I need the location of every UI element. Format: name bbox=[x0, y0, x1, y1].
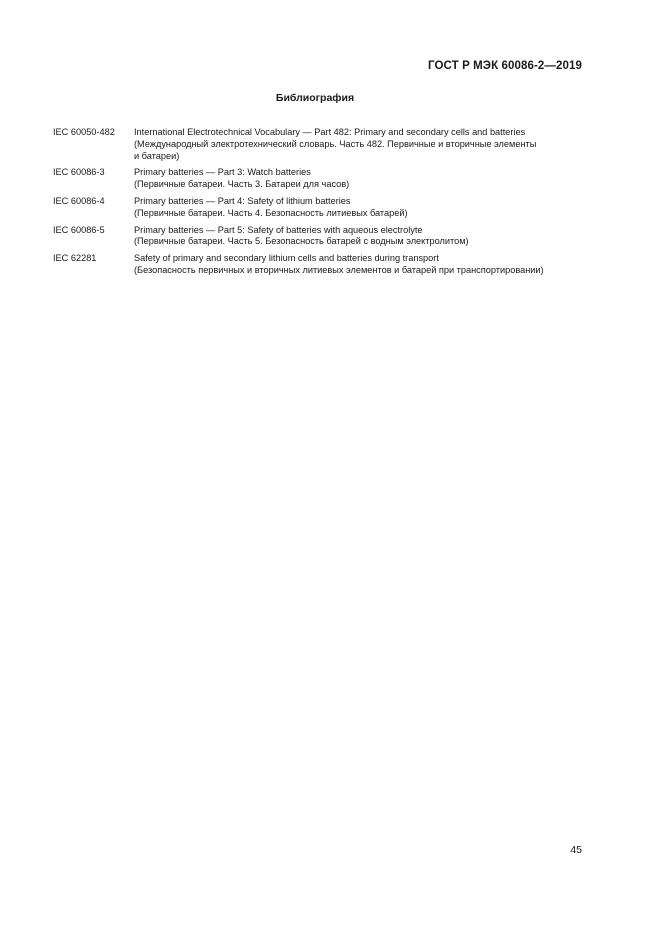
reference-title-ru: (Международный электротехнический словарь. Часть 482. Первичные и вторичные элементы bbox=[134, 138, 537, 149]
reference-code: IEC 62281 bbox=[53, 253, 97, 264]
reference-code: IEC 60050-482 bbox=[53, 127, 115, 137]
bibliography-entry bbox=[53, 167, 593, 191]
bibliography-entry bbox=[53, 127, 593, 162]
reference-title-en: Primary batteries — Part 5: Safety of batteries with aqueous electrolyte bbox=[134, 224, 423, 235]
reference-title-en: Primary batteries — Part 4: Safety of lithium batteries bbox=[134, 195, 351, 206]
bibliography-entry bbox=[53, 253, 593, 277]
page-number: 45 bbox=[570, 844, 582, 856]
document-standard-header: ГОСТ Р МЭК 60086-2—2019 bbox=[428, 60, 582, 72]
reference-code: IEC 60086-3 bbox=[53, 167, 105, 178]
reference-code: IEC 60086-5 bbox=[53, 224, 105, 235]
reference-title-ru: (Первичные батареи. Часть 5. Безопасность батарей с водным электролитом) bbox=[134, 236, 469, 247]
reference-text bbox=[134, 167, 593, 191]
reference-title-ru: (Первичные батареи. Часть 4. Безопасность литиевых батарей) bbox=[134, 207, 408, 218]
reference-title-ru-continued: и батареи) bbox=[134, 150, 180, 161]
reference-text bbox=[134, 196, 593, 220]
reference-title-ru: (Безопасность первичных и вторичных литиевых элементов и батарей при транспортировании) bbox=[134, 264, 544, 275]
reference-title-en: Safety of primary and secondary lithium cells and batteries during transport bbox=[134, 253, 439, 264]
reference-text bbox=[134, 127, 593, 162]
reference-text bbox=[134, 253, 593, 277]
bibliography-title: Библиография bbox=[275, 92, 355, 104]
reference-title-en: Primary batteries — Part 3: Watch batteries bbox=[134, 167, 311, 178]
bibliography-entry bbox=[53, 196, 593, 220]
bibliography-entry bbox=[53, 225, 593, 249]
reference-code: IEC 60086-4 bbox=[53, 195, 105, 206]
reference-title-ru: (Первичные батареи. Часть 3. Батареи для часов) bbox=[134, 179, 350, 190]
reference-text bbox=[134, 225, 593, 249]
reference-title-en: International Electrotechnical Vocabulary — Part 482: Primary and secondary cells and batteries bbox=[134, 127, 526, 137]
bibliography-list bbox=[53, 127, 593, 282]
